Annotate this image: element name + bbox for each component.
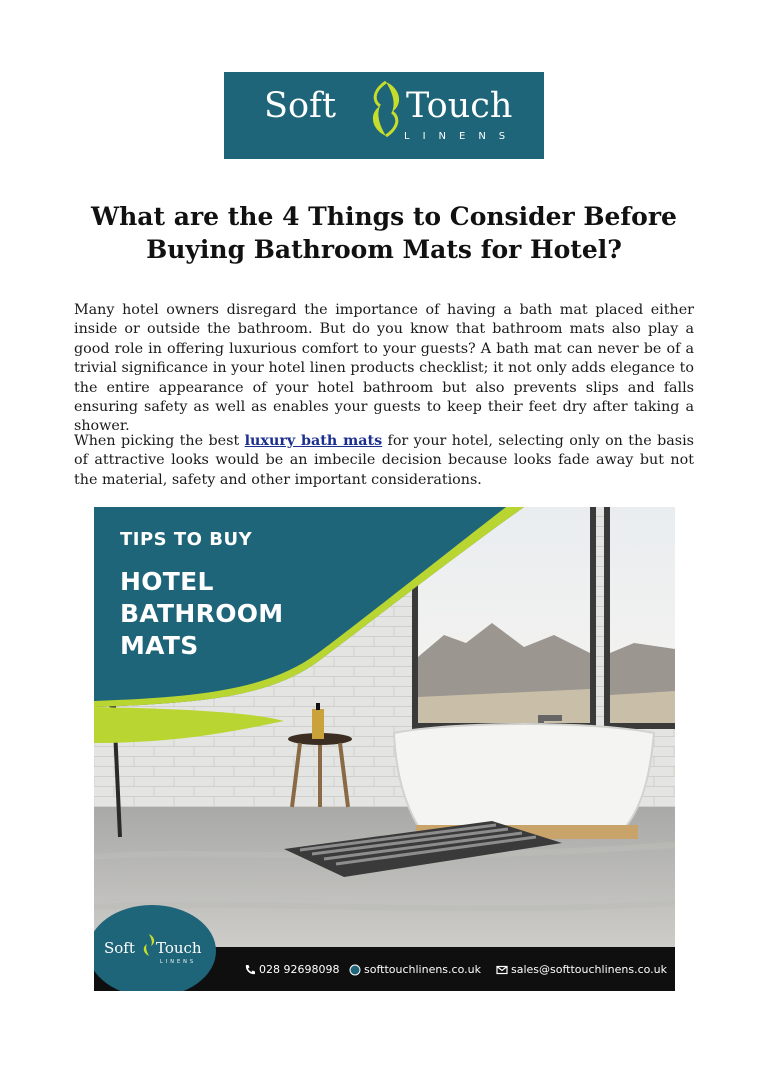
logo-subtitle: LINENS [404, 131, 519, 142]
globe-icon [349, 964, 361, 976]
banner-heading-line-2: BATHROOM [120, 599, 284, 628]
contact-phone: 028 92698098 [259, 963, 340, 976]
contact-email: sales@softtouchlinens.co.uk [511, 963, 667, 976]
banner-leaf-icon [142, 933, 156, 957]
contact-website: softtouchlinens.co.uk [364, 963, 481, 976]
email-icon [496, 964, 508, 976]
phone-icon [244, 964, 256, 976]
title-line-1: What are the 4 Things to Consider Before [91, 202, 677, 231]
banner-logo-touch: Touch [156, 939, 202, 957]
promo-banner-image [94, 507, 675, 991]
header-logo [224, 72, 544, 159]
paragraph-picking [74, 432, 694, 490]
banner-logo-soft: Soft [104, 939, 135, 957]
paragraph-text-after: for your hotel, selecting only on the basis of attractive looks would be an imbecile decision because looks fade away but not the material, safety and other important considerations. [74, 433, 695, 488]
banner-heading-line-1: HOTEL [120, 567, 214, 596]
leaf-icon [366, 78, 406, 140]
luxury-bath-mats-link[interactable]: luxury bath mats [244, 433, 383, 449]
banner-tips-text: TIPS TO BUY [120, 529, 253, 550]
title-line-2: Buying Bathroom Mats for Hotel? [146, 235, 622, 264]
page-title [74, 200, 694, 266]
logo-word-soft: Soft [264, 86, 337, 126]
logo-word-touch: Touch [406, 86, 513, 126]
banner-logo-subtitle: LINENS [160, 959, 197, 965]
paragraph-intro: Many hotel owners disregard the importance of having a bath mat placed either inside or outside the bathroom. But do you know that bathroom mats also play a good role in offering luxurious comfort to your guests? A bath mat can never be of a trivial significance in your hotel linen products checklist; it not only adds elegance to the entire appearance of your hotel bathroom but also prevents slips and falls ensuring safety as well as enables your guests to keep their feet dry after taking a shower. [74, 302, 694, 435]
banner-heading-line-3: MATS [120, 631, 199, 660]
paragraph-text-before: When picking the best [74, 433, 245, 449]
